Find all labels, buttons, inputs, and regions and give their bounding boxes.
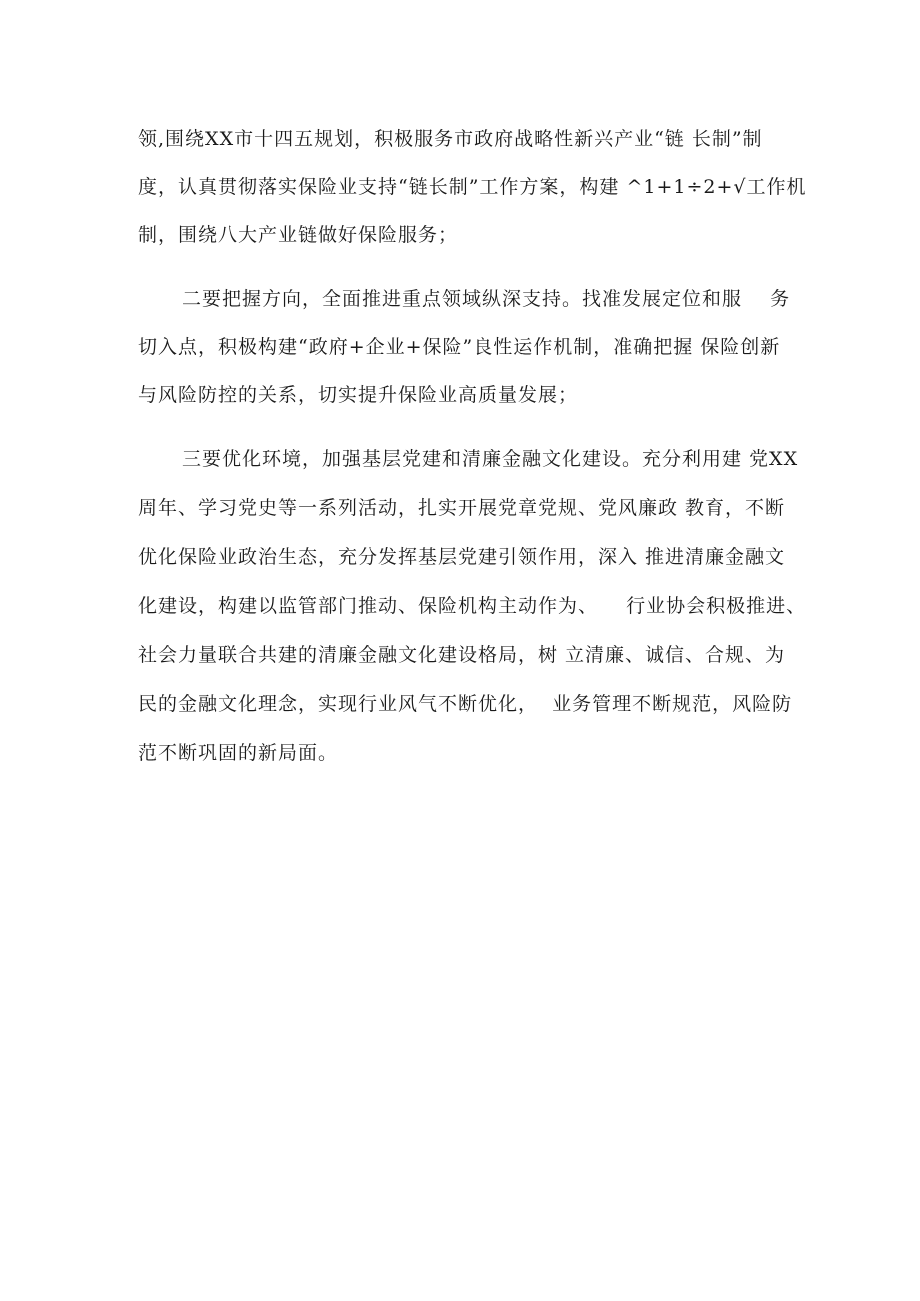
text-line: 化建设，构建以监管部门推动、保险机构主动作为、 行业协会积极推进、 bbox=[138, 595, 807, 617]
text-line: 社会力量联合共建的清廉金融文化建设格局，树 立清廉、诚信、合规、为 bbox=[138, 644, 786, 666]
text-line: 度，认真贯彻落实保险业支持“链长制”工作方案，构建 ^1+1÷2+√工作机 bbox=[138, 176, 807, 198]
text-line: 与风险防控的关系，切实提升保险业高质量发展； bbox=[138, 384, 579, 406]
text-line: 领,围绕XX市十四五规划，积极服务市政府战略性新兴产业“链 长制”制 bbox=[138, 128, 763, 150]
text-line: 周年、学习党史等一系列活动，扎实开展党章党规、党风廉政 教育，不断 bbox=[138, 497, 786, 519]
text-line: 三要优化环境，加强基层党建和清廉金融文化建设。充分利用建 党XX bbox=[182, 448, 799, 470]
text-line: 二要把握方向，全面推进重点领域纵深支持。找准发展定位和服 务 bbox=[182, 288, 791, 310]
text-line: 优化保险业政治生态，充分发挥基层党建引领作用，深入 推进清廉金融文 bbox=[138, 546, 786, 568]
text-line: 民的金融文化理念，实现行业风气不断优化， 业务管理不断规范，风险防 bbox=[138, 693, 793, 715]
text-line: 切入点，积极构建“政府+企业+保险”良性运作机制，准确把握 保险创新 bbox=[138, 336, 781, 358]
text-line: 制，围绕八大产业链做好保险服务； bbox=[138, 224, 459, 246]
text-line: 范不断巩固的新局面。 bbox=[138, 742, 339, 764]
